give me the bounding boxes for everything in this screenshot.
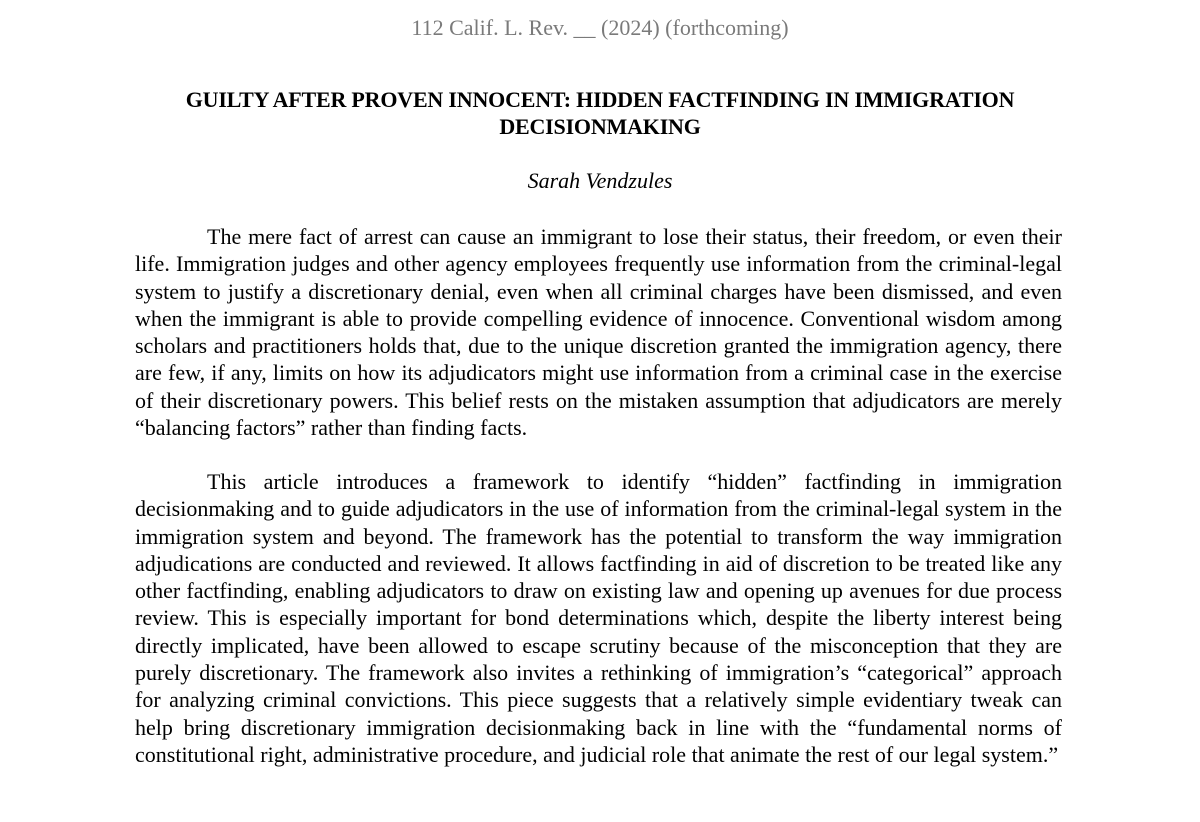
article-title: GUILTY AFTER PROVEN INNOCENT: HIDDEN FACTFINDING IN IMMIGRATION DECISIONMAKING <box>185 87 1015 139</box>
author-name: Sarah Vendzules <box>527 168 673 193</box>
abstract-paragraph-2: This article introduces a framework to identify “hidden” factfinding in immigration decisionmaking and to guide adjudicators in the use of information from the criminal-legal system in the immigration system and beyond. The framework has the potential to transform the way immigration adjudications are conducted and reviewed. It allows factfinding in aid of discretion to be treated like any other factfinding, enabling adjudicators to draw on existing law and opening up avenues for due process review. This is especially important for bond determinations which, despite the liberty interest being directly implicated, have been allowed to escape scrutiny because of the misconception that they are purely discretionary. The framework also invites a rethinking of immigration’s “categorical” approach for analyzing criminal convictions. This piece suggests that a relatively simple evidentiary tweak can help bring discretionary immigration decisionmaking back in line with the “fundamental norms of constitutional right, administrative procedure, and judicial role that animate the rest of our legal system.” <box>135 469 1062 767</box>
abstract-paragraph-1: The mere fact of arrest can cause an immigrant to lose their status, their freedom, or even their life. Immigration judges and other agency employees frequently use information from the criminal-legal system to justify a discretionary denial, even when all criminal charges have been dismissed, and even when the immigrant is able to provide compelling evidence of innocence. Conventional wisdom among scholars and practitioners holds that, due to the unique discretion granted the immigration agency, there are few, if any, limits on how its adjudicators might use information from a criminal case in the exercise of their discretionary powers. This belief rests on the mistaken assumption that adjudicators are merely “balancing factors” rather than finding facts. <box>135 224 1062 441</box>
journal-citation: 112 Calif. L. Rev. __ (2024) (forthcoming) <box>411 15 789 40</box>
